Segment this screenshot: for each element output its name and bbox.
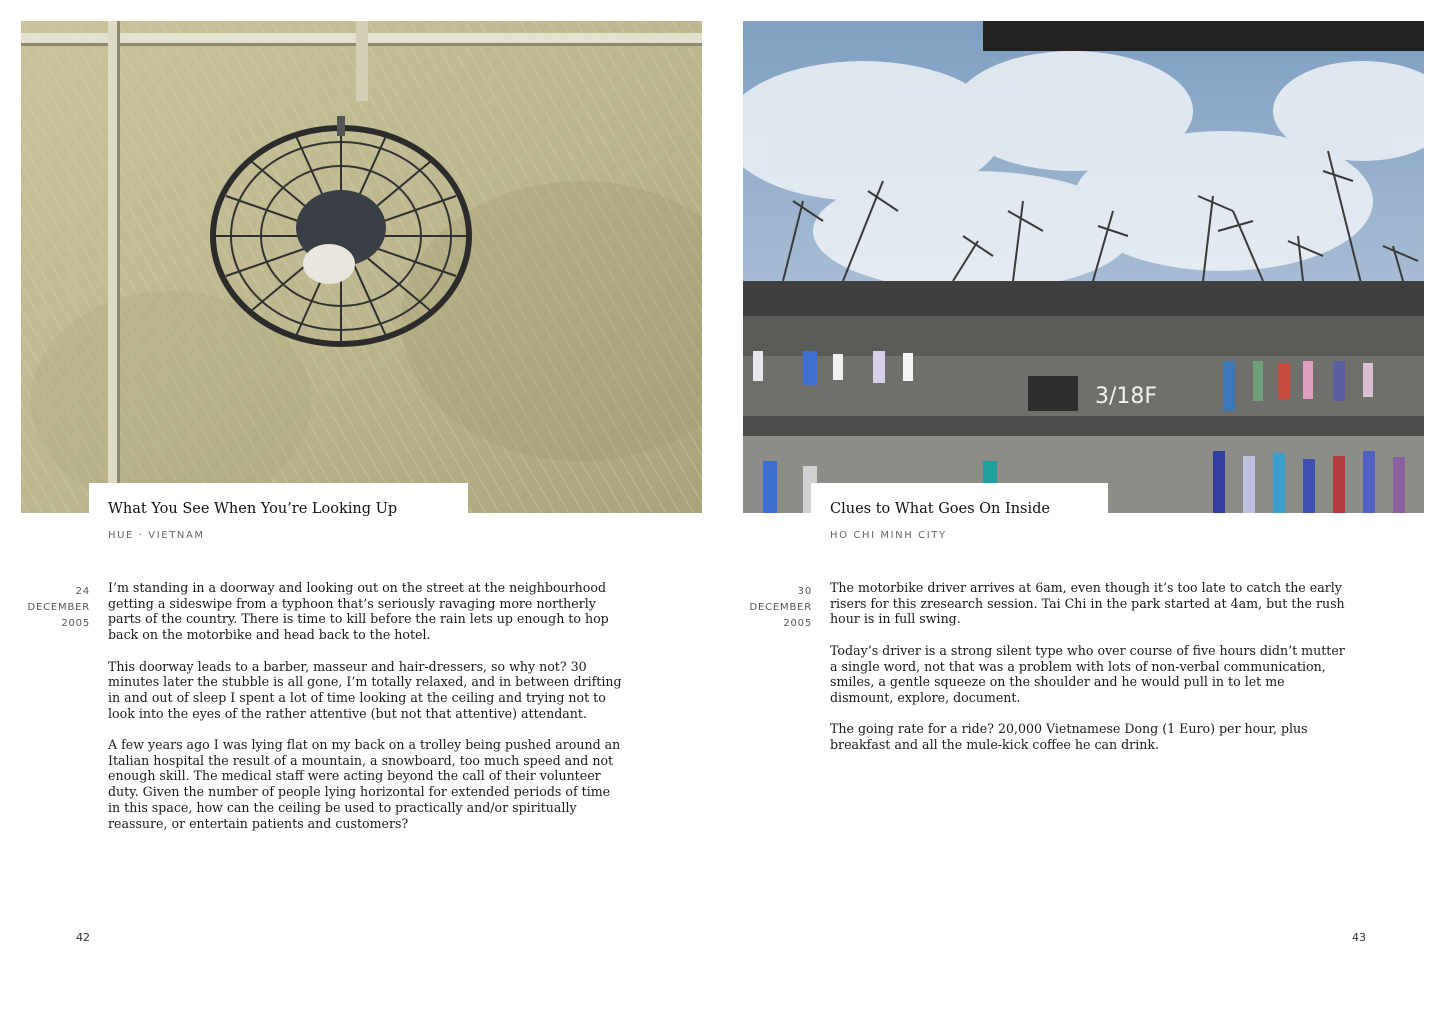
body-paragraph: The going rate for a ride? 20,000 Vietnamese Dong (1 Euro) per hour, plus breakfast and all the mule-kick coffee he can drink. — [830, 721, 1308, 752]
left-page — [0, 0, 722, 1025]
article-location: HUE · VIETNAM — [108, 530, 205, 541]
antenna-building-photo — [743, 21, 1424, 513]
date-month: DECEMBER — [27, 602, 90, 613]
body-paragraph: A few years ago I was lying flat on my back on a trolley being pushed around an Italian hospital the result of a mountain, a snowboard, too much speed and not enough skill. The medical staff were acting beyond the call of their volunteer duty. Given the number of people lying horizontal for extended periods of time in this space, how can the ceiling be used to practically and/or spiritually reassure, or entertain patients and customers? — [108, 737, 621, 831]
date-year: 2005 — [783, 618, 812, 629]
body-paragraph: I’m standing in a doorway and looking out on the street at the neighbourhood getting a sideswipe from a typhoon that’s seriously ravaging more northerly parts of the country. There is time to kill before the rain lets up enough to hop back on the motorbike and head back to the hotel. — [108, 580, 609, 643]
article-title-box — [89, 483, 468, 517]
body-paragraph: The motorbike driver arrives at 6am, even though it’s too late to catch the early risers for this zresearch session. Tai Chi in the park started at 4am, but the rush hour is in full swing. — [830, 580, 1345, 627]
article-title: Clues to What Goes On Inside — [830, 501, 1050, 517]
page-number: 43 — [1352, 931, 1366, 944]
body-paragraph: This doorway leads to a barber, masseur and hair-dressers, so why not? 30 minutes later the stubble is all gone, I’m totally relaxed, and in between drifting in and out of sleep I spent a lot of time looking at the ceiling and trying not to look into the eyes of the rather attentive (but not that attentive) attendant. — [108, 658, 622, 721]
building-sign: 3/18F — [1095, 384, 1158, 409]
article-body — [830, 580, 1345, 768]
article-title-box — [811, 483, 1108, 517]
article-date — [10, 584, 90, 632]
article-date — [732, 584, 812, 632]
article-body — [108, 580, 623, 847]
date-day: 24 — [75, 586, 90, 597]
date-month: DECEMBER — [749, 602, 812, 613]
right-page — [722, 0, 1444, 1025]
article-location: HO CHI MINH CITY — [830, 530, 947, 541]
date-day: 30 — [797, 586, 812, 597]
article-title: What You See When You’re Looking Up — [108, 501, 398, 517]
body-paragraph: Today’s driver is a strong silent type who over course of five hours didn’t mutter a single word, not that was a problem with lots of non-verbal communication, smiles, a gentle squeeze on the shoulder and he would pull in to let me dismount, explore, document. — [830, 642, 1345, 705]
date-year: 2005 — [61, 618, 90, 629]
ceiling-fan-photo — [21, 21, 702, 513]
page-number: 42 — [76, 931, 90, 944]
